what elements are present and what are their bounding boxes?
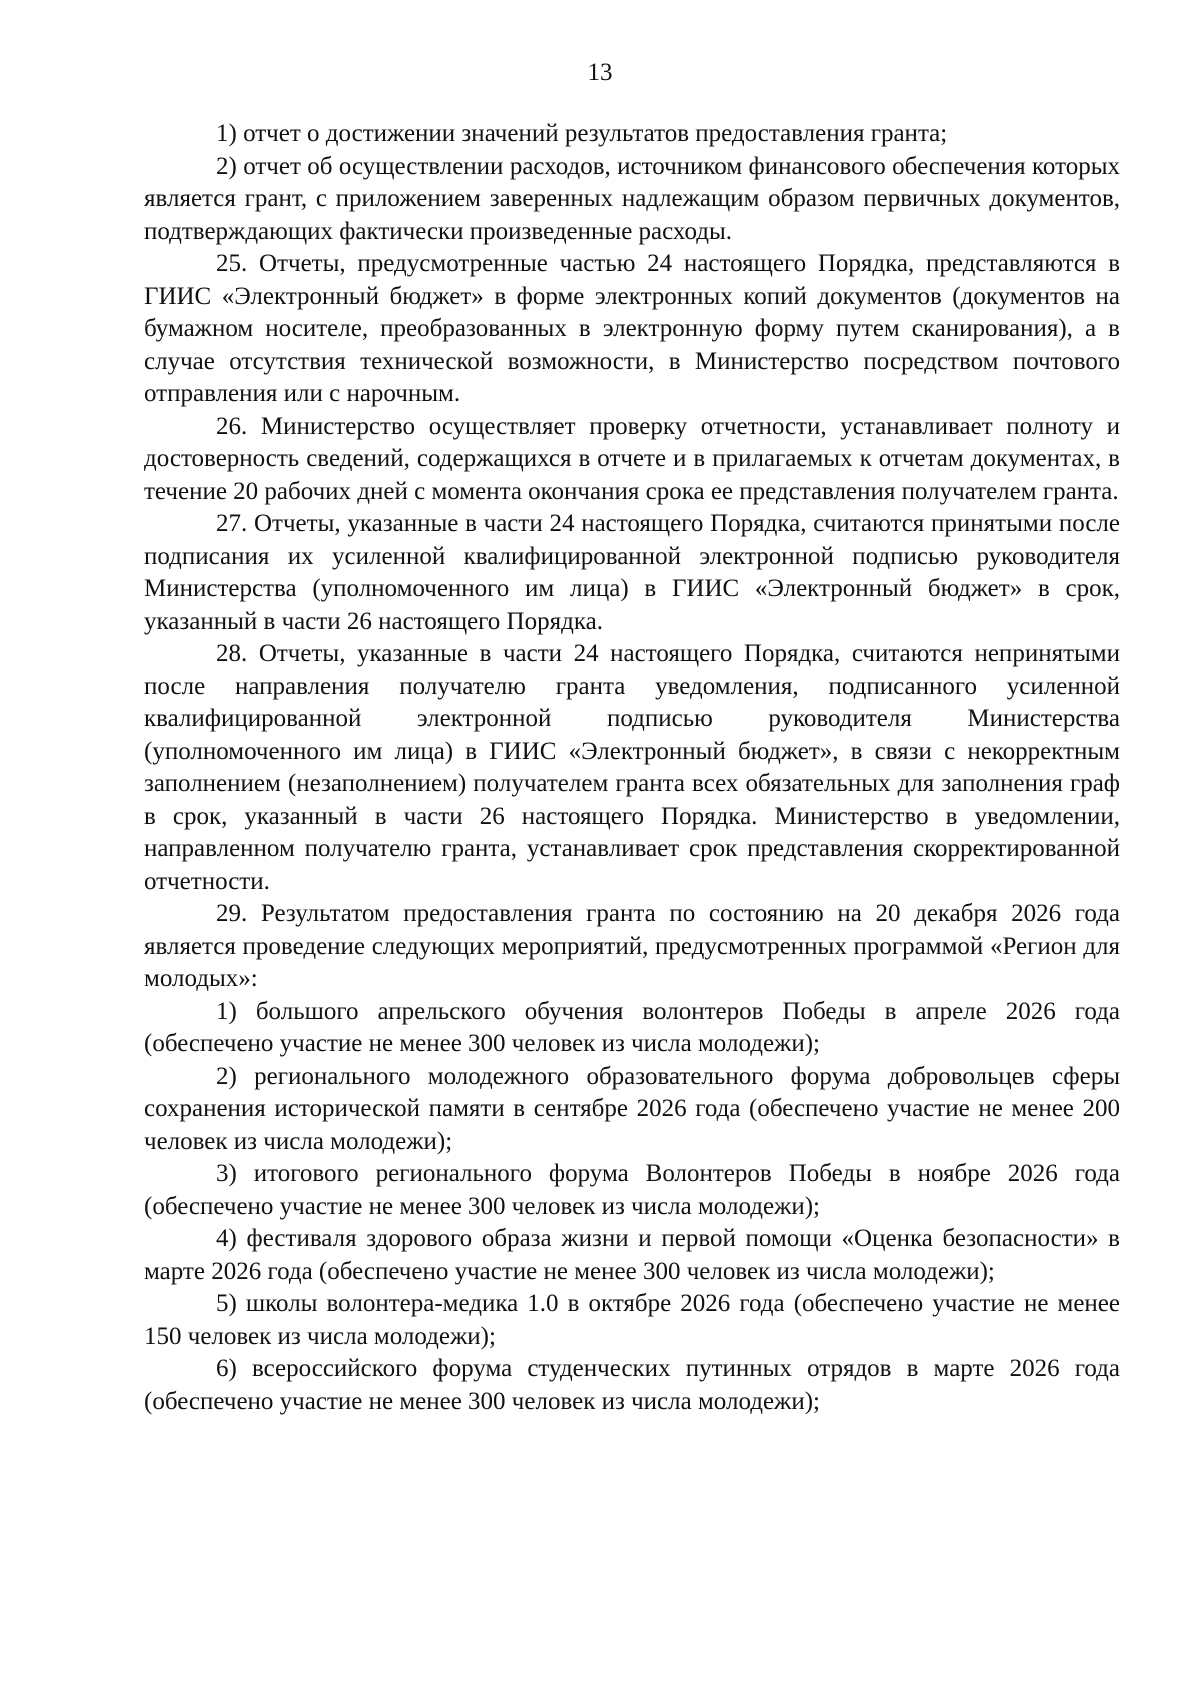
paragraph-29: 29. Результатом предоставления гранта по состоянию на 20 декабря 2026 года является проведение следующих мероприятий, предусмотренных программой «Регион для молодых»: (144, 900, 1120, 992)
list-item-1: 1) большого апрельского обучения волонтеров Победы в апреле 2026 года (обеспечено участие не менее 300 человек из числа молодежи); (144, 997, 1120, 1057)
paragraph-report-expenses: 2) отчет об осуществлении расходов, источником финансового обеспечения которых является грант, с приложением заверенных надлежащим образом первичных документов, подтверждающих фактически произведенные расходы. (144, 152, 1120, 245)
list-item-6: 6) всероссийского форума студенческих путинных отрядов в марте 2026 года (обеспечено участие не менее 300 человек из числа молодежи); (144, 1355, 1120, 1415)
paragraph-27: 27. Отчеты, указанные в части 24 настоящего Порядка, считаются принятыми после подписания их усиленной квалифицированной электронной подписью руководителя Министерства (уполномоченного им лица) в ГИИС «Электронный бюджет» в срок, указанный в части 26 настоящего Порядка. (144, 510, 1120, 635)
paragraph-28: 28. Отчеты, указанные в части 24 настоящего Порядка, считаются непринятыми после направления получателю гранта уведомления, подписанного усиленной квалифицированной электронной подписью руководителя Министерства (уполномоченного им лица) в ГИИС «Электронный бюджет», в связи с некорректным заполнением (незаполнением) получателем гранта всех обязательных для заполнения граф в срок, указанный в части 26 настоящего Порядка. Министерство в уведомлении, направленном получателю гранта, устанавливает срок представления скорректированной отчетности. (144, 640, 1120, 895)
paragraph-26: 26. Министерство осуществляет проверку отчетности, устанавливает полноту и достоверность сведений, содержащихся в отчете и в прилагаемых к отчетам документах, в течение 20 рабочих дней с момента окончания срока ее представления получателем гранта. (144, 412, 1120, 505)
list-item-5: 5) школы волонтера-медика 1.0 в октябре 2026 года (обеспечено участие не менее 150 человек из числа молодежи); (144, 1290, 1120, 1350)
paragraph-25: 25. Отчеты, предусмотренные частью 24 настоящего Порядка, представляются в ГИИС «Электронный бюджет» в форме электронных копий документов (документов на бумажном носителе, преобразованных в электронную форму путем сканирования), а в случае отсутствия технической возможности, в Министерство посредством почтового отправления или с нарочным. (144, 250, 1120, 407)
list-item-2: 2) регионального молодежного образовательного форума добровольцев сферы сохранения исторической памяти в сентябре 2026 года (обеспечено участие не менее 200 человек из числа молодежи); (144, 1062, 1120, 1155)
paragraph-report-results: 1) отчет о достижении значений результатов предоставления гранта; (216, 120, 948, 147)
document-body (144, 118, 1120, 1418)
page-number: 13 (587, 59, 613, 86)
list-item-4: 4) фестиваля здорового образа жизни и первой помощи «Оценка безопасности» в марте 2026 года (обеспечено участие не менее 300 человек из числа молодежи); (144, 1225, 1120, 1285)
list-item-3: 3) итогового регионального форума Волонтеров Победы в ноябре 2026 года (обеспечено участие не менее 300 человек из числа молодежи); (144, 1160, 1120, 1220)
